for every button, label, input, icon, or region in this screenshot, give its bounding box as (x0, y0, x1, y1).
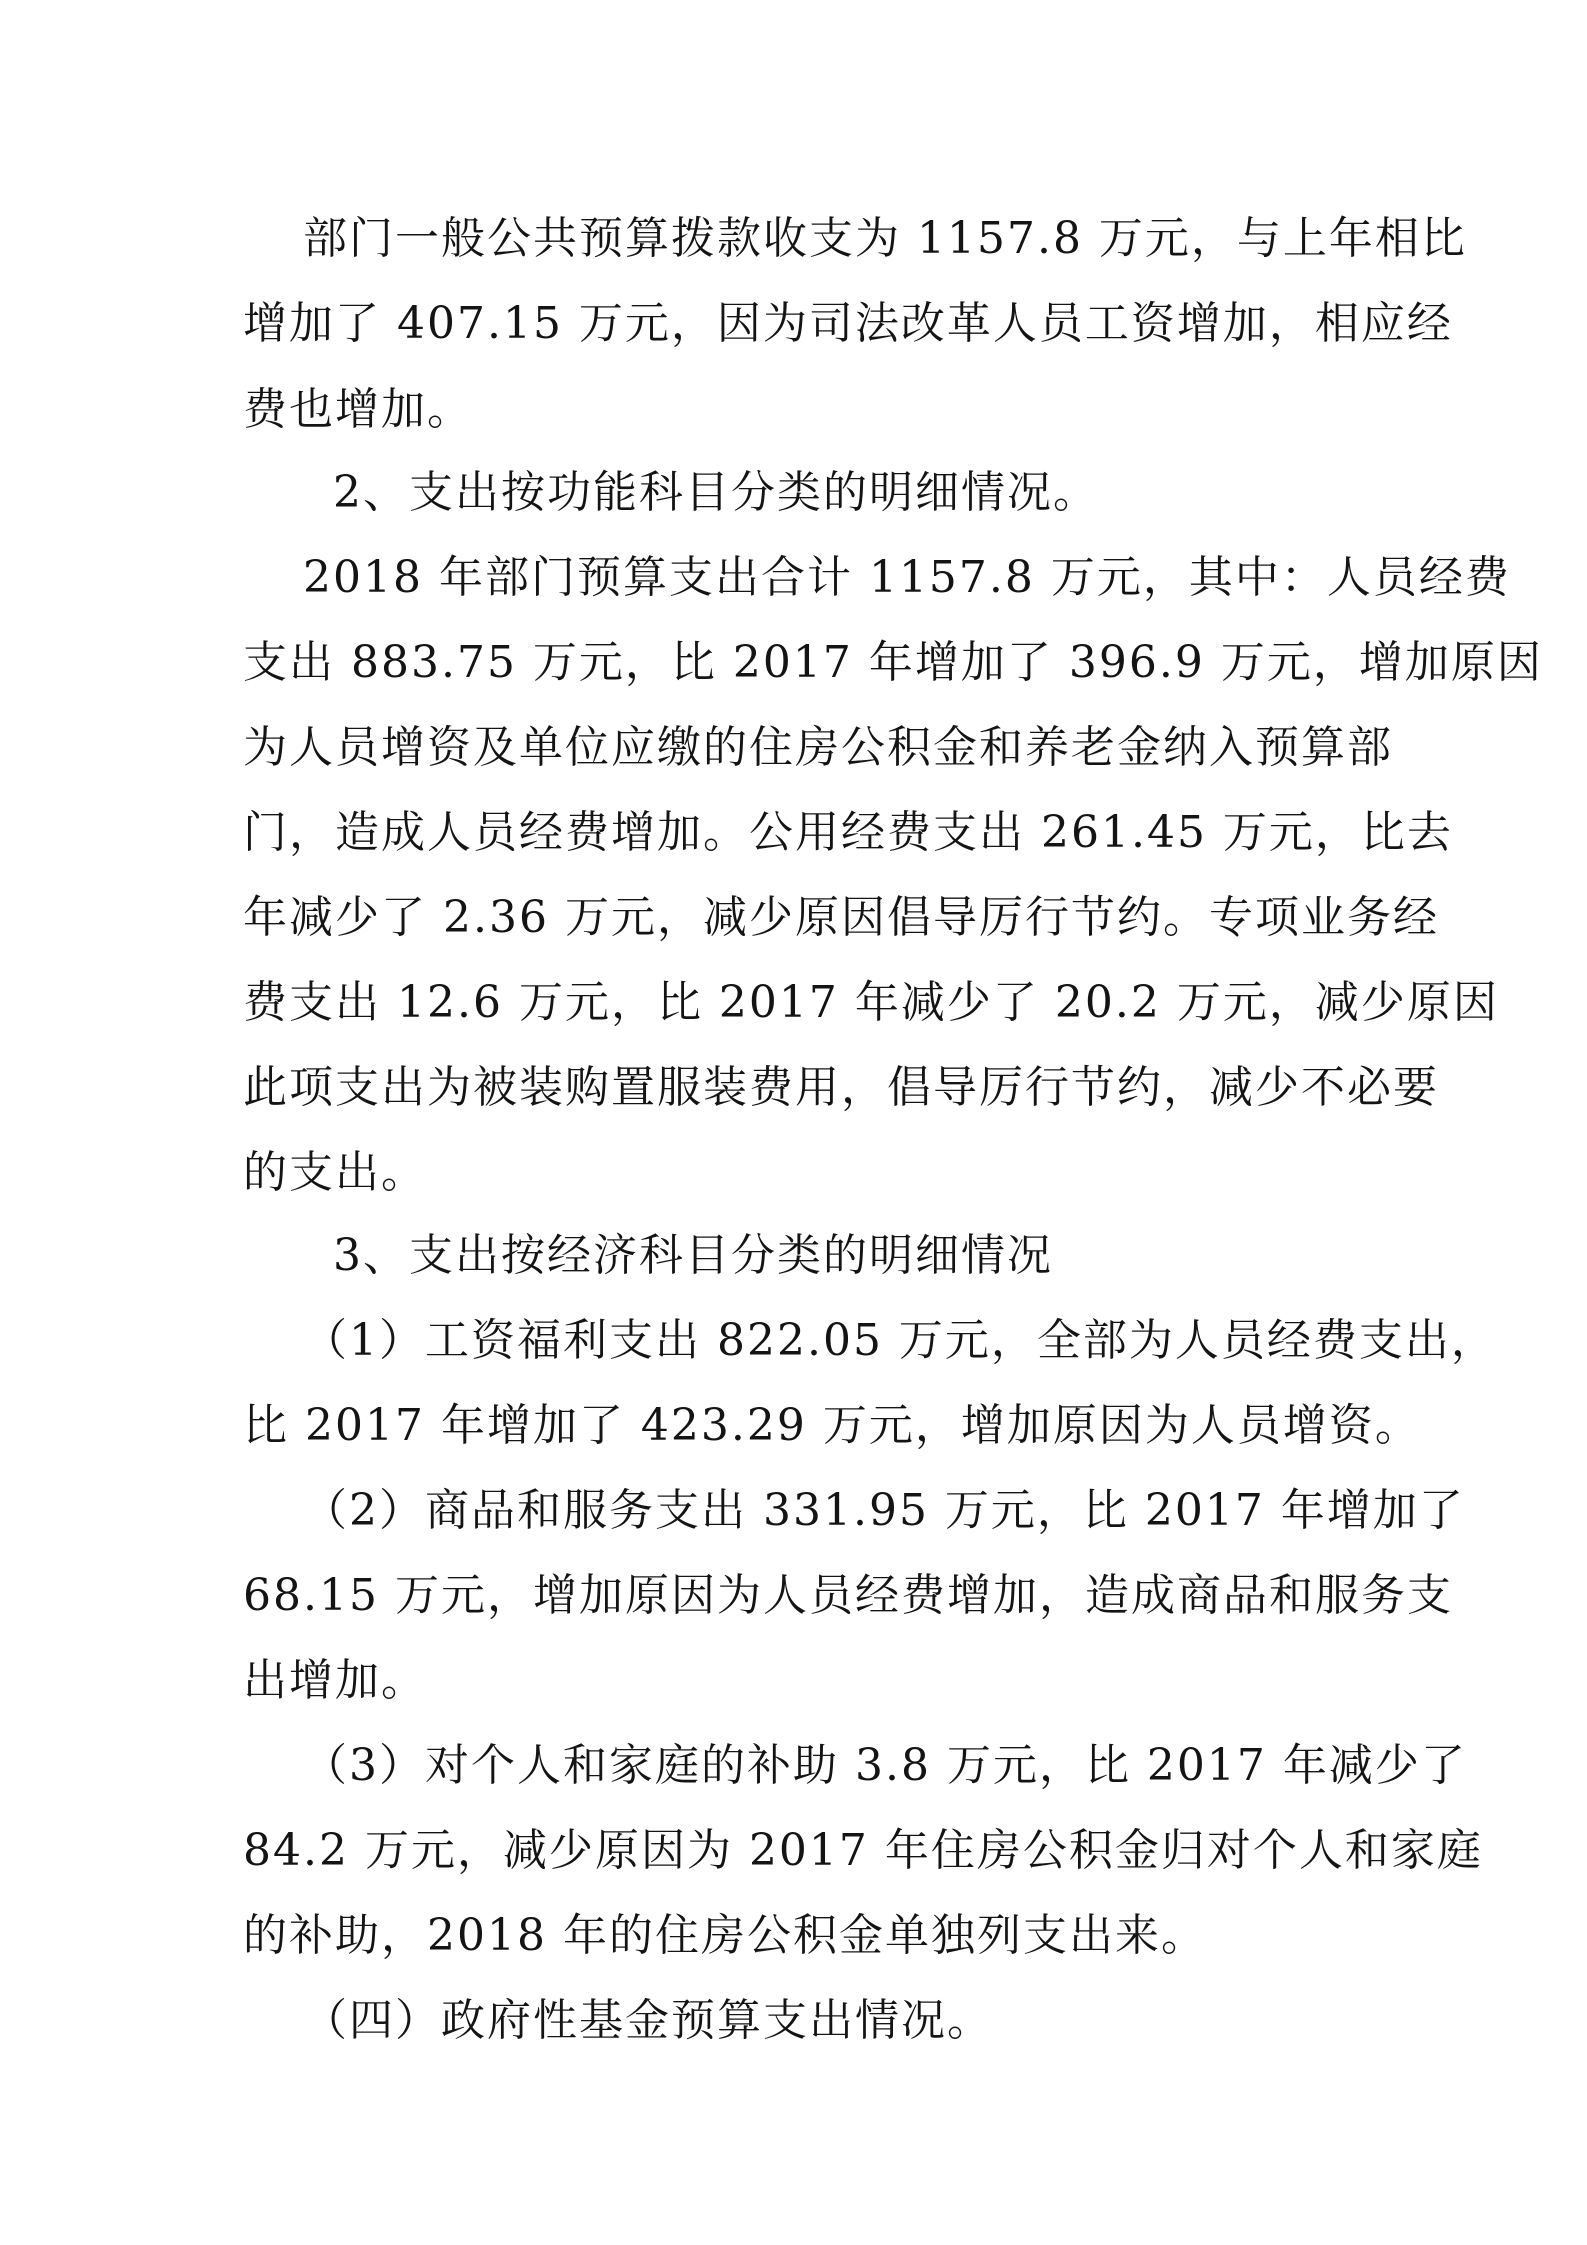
paragraph-line: 费也增加。 (243, 384, 473, 435)
paragraph-line: 支出 883.75 万元，比 2017 年增加了 396.9 万元，增加原因 (243, 637, 1543, 688)
paragraph-line: 此项支出为被装购置服装费用，倡导厉行节约，减少不必要 (243, 1062, 1439, 1113)
paragraph-line: （1）工资福利支出 822.05 万元，全部为人员经费支出， (303, 1315, 1497, 1366)
paragraph-line: 的支出。 (243, 1147, 427, 1198)
section-heading: 2、支出按功能科目分类的明细情况。 (333, 467, 1099, 518)
paragraph-line: 的补助，2018 年的住房公积金单独列支出来。 (243, 1910, 1207, 1961)
paragraph-line: 增加了 407.15 万元，因为司法改革人员工资增加，相应经 (243, 298, 1453, 349)
paragraph-line: 出增加。 (243, 1655, 427, 1706)
paragraph-line: 年减少了 2.36 万元，减少原因倡导厉行节约。专项业务经 (243, 892, 1439, 943)
paragraph-line: 为人员增资及单位应缴的住房公积金和养老金纳入预算部 (243, 722, 1393, 773)
paragraph-line: 门，造成人员经费增加。公用经费支出 261.45 万元，比去 (243, 807, 1453, 858)
section-heading: （四）政府性基金预算支出情况。 (303, 1995, 993, 2046)
paragraph-line: （2）商品和服务支出 331.95 万元，比 2017 年增加了 (303, 1485, 1465, 1536)
paragraph-line: 68.15 万元，增加原因为人员经费增加，造成商品和服务支 (243, 1570, 1453, 1621)
paragraph-line: 2018 年部门预算支出合计 1157.8 万元，其中：人员经费 (303, 552, 1511, 603)
paragraph-line: 费支出 12.6 万元，比 2017 年减少了 20.2 万元，减少原因 (243, 977, 1499, 1028)
paragraph-line: 84.2 万元，减少原因为 2017 年住房公积金归对个人和家庭 (243, 1825, 1483, 1876)
paragraph-line: 部门一般公共预算拨款收支为 1157.8 万元，与上年相比 (303, 213, 1467, 264)
section-heading: 3、支出按经济科目分类的明细情况 (333, 1230, 1053, 1281)
paragraph-line: （3）对个人和家庭的补助 3.8 万元，比 2017 年减少了 (303, 1740, 1467, 1791)
paragraph-line: 比 2017 年增加了 423.29 万元，增加原因为人员增资。 (243, 1400, 1421, 1451)
